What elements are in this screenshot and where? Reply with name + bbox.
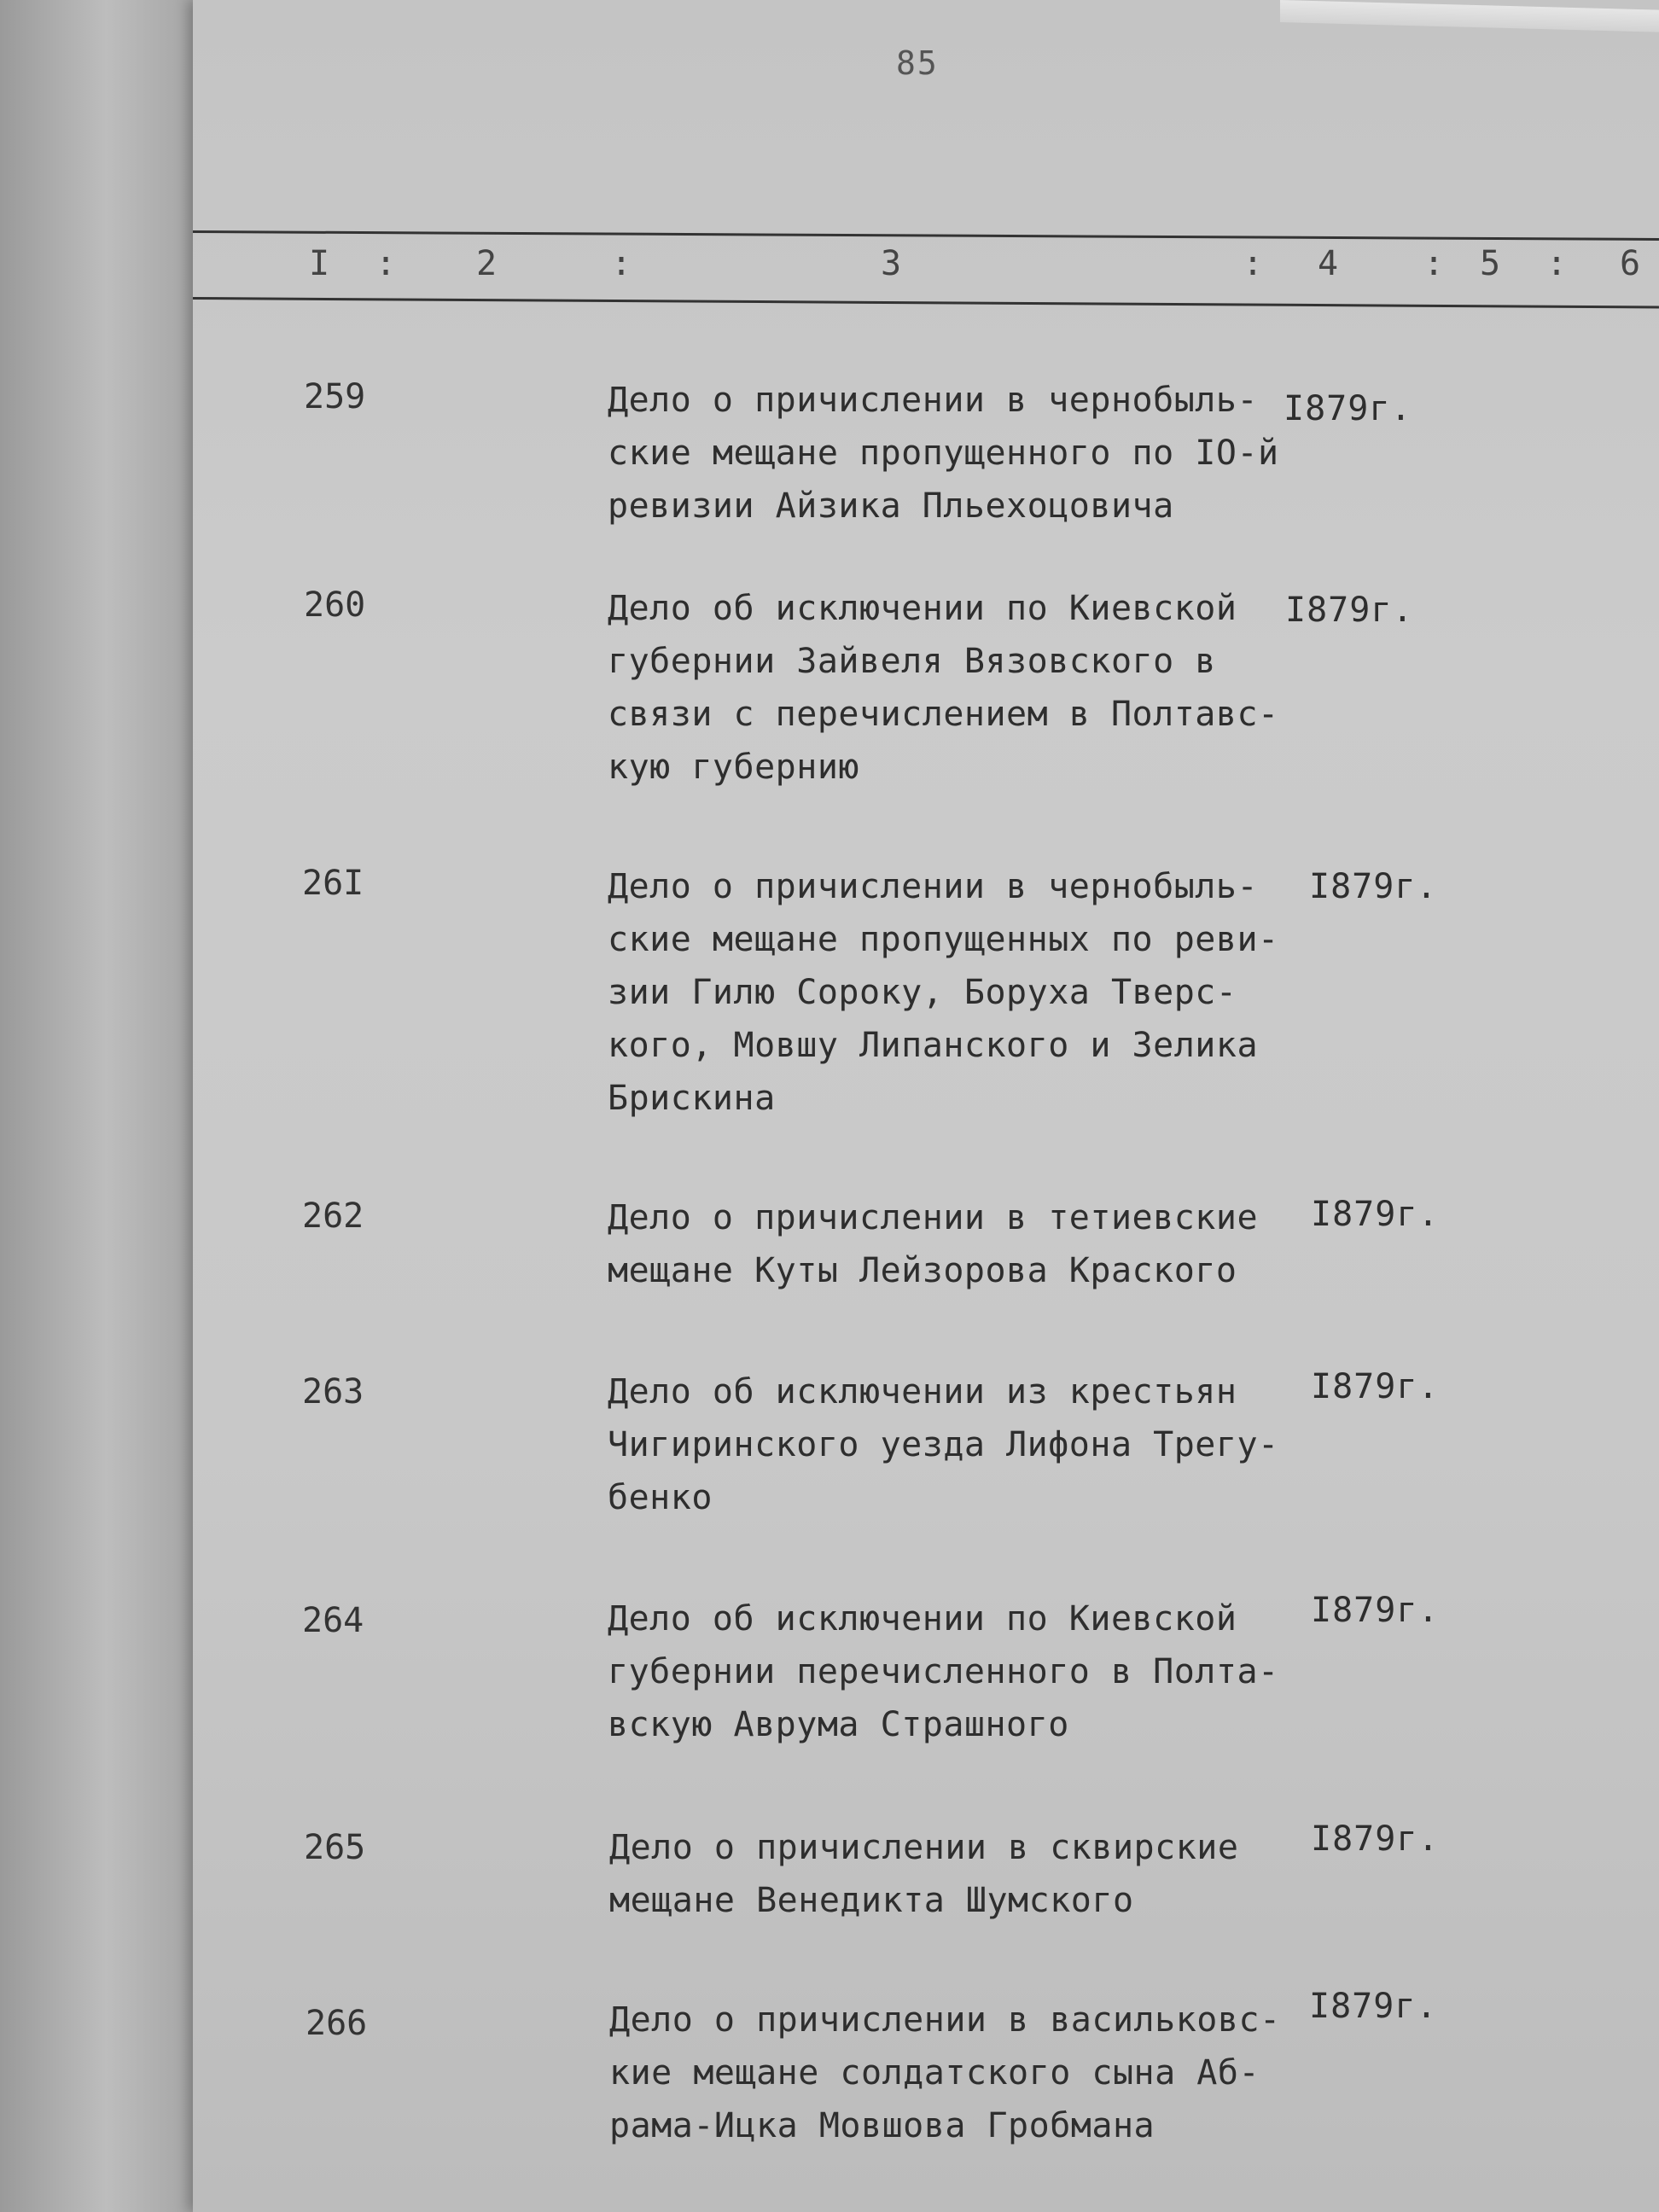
book-gutter: [0, 0, 193, 2212]
column-separator: :: [1546, 244, 1568, 283]
column-header-6: 6: [1620, 244, 1641, 283]
entry-year: I879г.: [1309, 1987, 1438, 2026]
column-separator: :: [1243, 244, 1264, 283]
entry-number: 26I: [302, 864, 364, 903]
entry-number: 262: [302, 1196, 364, 1236]
page-number: 85: [896, 44, 939, 82]
entry-description: Дело о причислении в чернобыль- ские мещане пропущенных по реви- зии Гилю Сороку, Боруха Тверс- кого, Мовшу Липанского и Зелика Брискина: [608, 867, 1279, 1118]
entry-year: I879г.: [1311, 1819, 1440, 1859]
entry-year: I879г.: [1285, 591, 1414, 630]
entry-year: I879г.: [1311, 1367, 1440, 1406]
entry-number: 263: [302, 1372, 364, 1412]
column-separator: :: [375, 244, 397, 283]
column-header-4: 4: [1318, 244, 1339, 283]
entry-description: Дело о причислении в чернобыль- ские мещане пропущенного по IО-й ревизии Айзика Пльехоцовича: [608, 381, 1279, 526]
entry-description: Дело об исключении по Киевской губернии Зайвеля Вязовского в связи с перечислением в Полтавс- кую губернию: [608, 589, 1279, 787]
column-header-1: I: [309, 244, 330, 283]
entry-description: Дело о причислении в васильковс- кие мещане солдатского сына Аб- рама-Ицка Мовшова Гробмана: [609, 2000, 1281, 2145]
column-header-5: 5: [1480, 244, 1501, 283]
entry-description: Дело о причислении в сквирские мещане Венедикта Шумского: [609, 1828, 1239, 1920]
column-header-3: 3: [881, 244, 902, 283]
column-header-2: 2: [476, 244, 498, 283]
entry-number: 265: [304, 1828, 366, 1867]
entry-number: 266: [306, 2004, 368, 2043]
entry-number: 259: [304, 377, 366, 416]
entry-number: 264: [302, 1601, 364, 1640]
entry-description: Дело о причислении в тетиевские мещане Куты Лейзорова Краского: [608, 1198, 1259, 1290]
column-separator: :: [611, 244, 632, 283]
column-separator: :: [1423, 244, 1445, 283]
entry-number: 260: [304, 585, 366, 625]
entry-year: I879г.: [1284, 389, 1412, 428]
entry-year: I879г.: [1311, 1195, 1440, 1234]
entry-description: Дело об исключении из крестьян Чигиринского уезда Лифона Трегу- бенко: [608, 1372, 1279, 1517]
entry-year: I879г.: [1311, 1591, 1440, 1630]
entry-year: I879г.: [1309, 867, 1438, 906]
entry-description: Дело об исключении по Киевской губернии перечисленного в Полта- вскую Аврума Страшного: [608, 1599, 1279, 1744]
